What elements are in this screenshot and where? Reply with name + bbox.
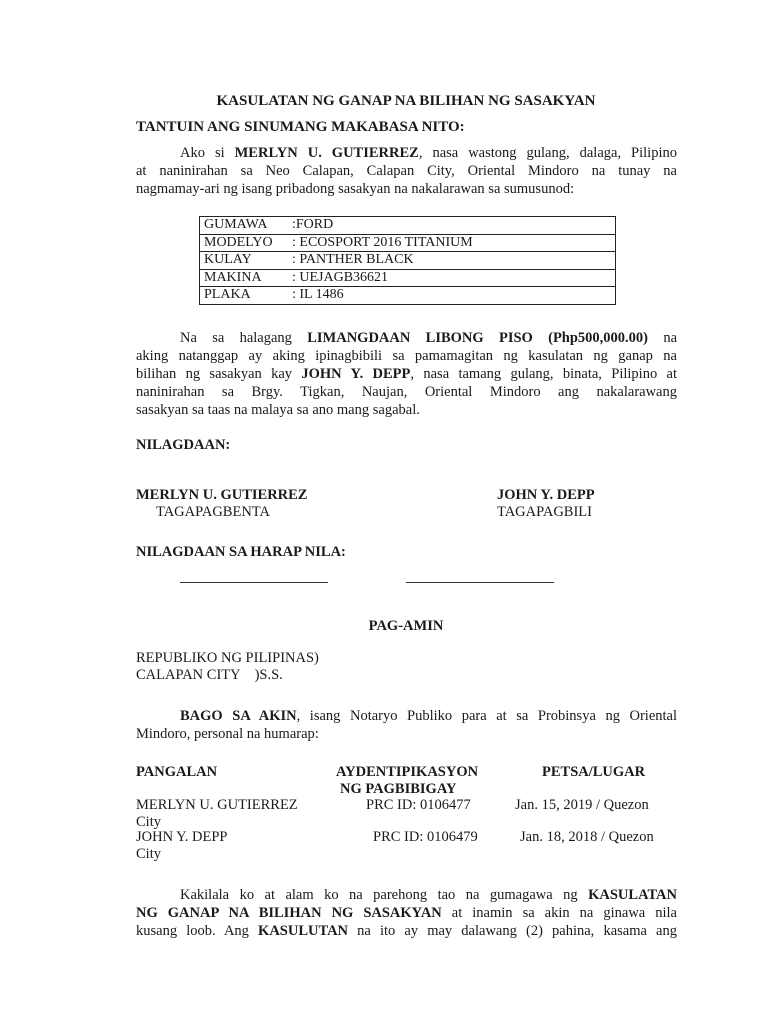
table-row <box>200 217 616 235</box>
signed-label: NILAGDAAN: <box>136 437 231 453</box>
witness-signature-line-2 <box>406 582 554 583</box>
table-row <box>200 252 616 270</box>
table-row <box>200 287 616 305</box>
sale-text: na <box>648 330 678 346</box>
sale-text: bilihan ng sasakyan kay <box>136 366 302 382</box>
col-header-id: AYDENTIPIKASYON <box>336 764 479 780</box>
vehicle-sep: : <box>292 217 296 233</box>
buyer-role: TAGAPAGBILI <box>497 504 592 520</box>
id-row-wrap: City <box>136 846 161 862</box>
witness-signature-line-1 <box>180 582 328 583</box>
col-header-id-2: NG PAGBIBIGAY <box>340 781 457 797</box>
sale-line-3 <box>136 365 677 384</box>
sale-text: Na sa halagang <box>180 330 308 346</box>
id-row-name: MERLYN U. GUTIERREZ <box>136 797 298 813</box>
seller-signature-name: MERLYN U. GUTIERREZ <box>136 487 308 503</box>
id-row-id: PRC ID: 0106479 <box>373 829 478 845</box>
table-cell <box>200 252 616 270</box>
vehicle-value: ECOSPORT 2016 TITANIUM <box>299 234 473 250</box>
intro-text: Ako si <box>180 145 235 161</box>
venue-line-2: CALAPAN CITY )S.S. <box>136 667 283 683</box>
col-header-date: PETSA/LUGAR <box>542 764 646 780</box>
vehicle-key: KULAY <box>204 252 252 268</box>
buyer-name-inline: JOHN Y. DEPP <box>301 366 411 382</box>
vehicle-key: GUMAWA <box>204 217 268 233</box>
final-para-line-3 <box>136 922 677 941</box>
table-row <box>200 234 616 252</box>
vehicle-key: MODELYO <box>204 234 273 250</box>
final-para-line-1 <box>136 886 677 905</box>
final-para-line-2 <box>136 904 677 923</box>
buyer-signature-name: JOHN Y. DEPP <box>497 487 595 503</box>
table-cell <box>200 269 616 287</box>
vehicle-sep: : <box>292 252 300 268</box>
id-row-wrap: City <box>136 814 161 830</box>
id-row-name: JOHN Y. DEPP <box>136 829 228 845</box>
sale-amount: LIMANGDAAN LIBONG PISO (Php500,000.00) <box>307 330 649 346</box>
venue-line-1: REPUBLIKO NG PILIPINAS) <box>136 650 319 666</box>
ack-para-line-1 <box>136 707 677 726</box>
vehicle-sep: : <box>292 287 300 303</box>
salutation: TANTUIN ANG SINUMANG MAKABASA NITO: <box>136 119 465 135</box>
table-row <box>200 269 616 287</box>
vehicle-value: PANTHER BLACK <box>299 252 414 268</box>
col-header-name: PANGALAN <box>136 764 218 780</box>
final-para-bold: KASULATAN <box>588 887 677 903</box>
intro-text: , nasa wastong gulang, dalaga, Pilipino <box>418 145 677 161</box>
ack-para-bold: BAGO SA AKIN <box>180 708 297 724</box>
vehicle-key: PLAKA <box>204 287 251 303</box>
final-para-text: na ito ay may dalawang (2) pahina, kasama ang <box>348 923 677 939</box>
sale-text: , nasa tamang gulang, binata, Pilipino at <box>410 366 677 382</box>
id-row-date: Jan. 18, 2018 / Quezon <box>520 829 654 845</box>
vehicle-details-table <box>199 216 616 305</box>
id-row-date: Jan. 15, 2019 / Quezon <box>515 797 649 813</box>
table-cell <box>200 234 616 252</box>
table-cell <box>200 217 616 235</box>
sale-line-5: sasakyan sa taas na malaya sa ano mang sagabal. <box>136 402 420 418</box>
witness-label: NILAGDAAN SA HARAP NILA: <box>136 544 346 560</box>
vehicle-key: MAKINA <box>204 269 262 285</box>
ack-para-text: , isang Notaryo Publiko para at sa Probinsya ng Oriental <box>296 708 678 724</box>
table-cell <box>200 287 616 305</box>
vehicle-sep: : <box>292 269 300 285</box>
vehicle-value: FORD <box>295 217 334 233</box>
sale-line-2: aking natanggap ay aking ipinagbibili sa pamamagitan ng kasulatan ng ganap na <box>136 348 677 364</box>
vehicle-sep: : <box>292 234 300 250</box>
final-para-text: kusang loob. Ang <box>136 923 259 939</box>
intro-line-1 <box>136 144 677 163</box>
vehicle-value: IL 1486 <box>299 287 344 303</box>
final-para-text: Kakilala ko at alam ko na parehong tao na gumagawa ng <box>180 887 589 903</box>
seller-role: TAGAPAGBENTA <box>156 504 270 520</box>
document-title: KASULATAN NG GANAP NA BILIHAN NG SASAKYAN <box>216 93 596 109</box>
acknowledgment-heading: PAG-AMIN <box>368 618 444 634</box>
final-para-bold: NG GANAP NA BILIHAN NG SASAKYAN <box>136 905 442 921</box>
ack-para-line-2: Mindoro, personal na humarap: <box>136 726 319 742</box>
intro-line-3: nagmamay-ari ng isang pribadong sasakyan na nakalarawan sa sumusunod: <box>136 181 575 197</box>
final-para-text: at inamin sa akin na ginawa nila <box>441 905 677 921</box>
seller-name-inline: MERLYN U. GUTIERREZ <box>234 145 419 161</box>
intro-line-2: at naninirahan sa Neo Calapan, Calapan City, Oriental Mindoro na tunay na <box>136 163 677 179</box>
sale-line-4: naninirahan sa Brgy. Tigkan, Naujan, Oriental Mindoro ang nakalarawang <box>136 384 677 400</box>
sale-line-1 <box>136 329 677 348</box>
vehicle-value: UEJAGB36621 <box>299 269 389 285</box>
final-para-bold: KASULUTAN <box>258 923 349 939</box>
id-row-id: PRC ID: 0106477 <box>366 797 471 813</box>
